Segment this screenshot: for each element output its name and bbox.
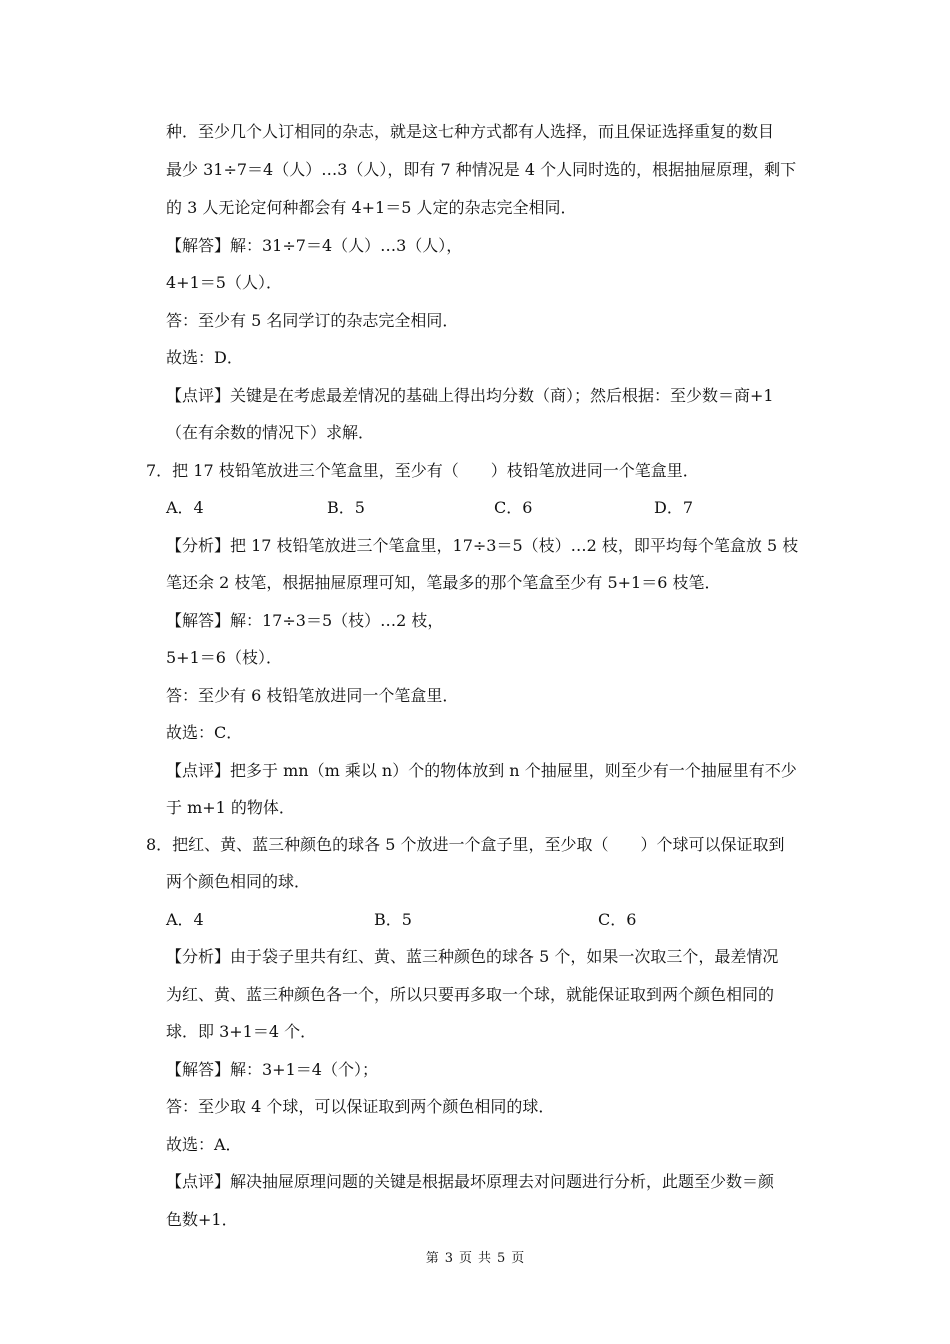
footer-label-1: 第 — [425, 1251, 439, 1266]
line-33: 故选：A． — [166, 1135, 242, 1154]
line-9: （在有余数的情况下）求解． — [166, 423, 375, 442]
q8-option-b: B．5 — [374, 910, 412, 929]
line-7: 故选：D． — [166, 348, 243, 367]
footer-total-number: 5 — [497, 1251, 506, 1266]
line-24: 两个颜色相同的球． — [166, 872, 311, 891]
question-8: 8．把红、黄、蓝三种颜色的球各 5 个放进一个盒子里，至少取（ ）个球可以保证取到 — [146, 835, 785, 854]
q7-option-d: D．7 — [654, 498, 694, 517]
line-19: 答：至少有 6 枝铅笔放进同一个笔盒里． — [166, 686, 459, 705]
line-16: 笔还余 2 枝笔，根据抽屉原理可知，笔最多的那个笔盒至少有 5+1＝6 枝笔． — [166, 573, 721, 592]
question-7: 7．把 17 枝铅笔放进三个笔盒里，至少有（ ）枝铅笔放进同一个笔盒里． — [146, 461, 699, 480]
footer-page-number: 3 — [444, 1251, 453, 1266]
line-8: 【点评】关键是在考虑最差情况的基础上得出均分数（商）；然后根据：至少数＝商+1 — [166, 386, 774, 405]
footer-label-2: 页 — [458, 1251, 472, 1266]
line-21: 【点评】把多于 mn（m 乘以 n）个的物体放到 n 个抽屉里，则至少有一个抽屉里有不少 — [166, 761, 797, 780]
q7-option-b: B．5 — [327, 498, 365, 517]
line-2: 最少 31÷7＝4（人）…3（人），即有 7 种情况是 4 个人同时选的，根据抽屉原理，剩下 — [166, 160, 797, 179]
line-34: 【点评】解决抽屉原理问题的关键是根据最坏原理去对问题进行分析，此题至少数＝颜 — [166, 1172, 775, 1191]
line-5: 4+1＝5（人）． — [166, 273, 282, 292]
line-32: 答：至少取 4 个球，可以保证取到两个颜色相同的球． — [166, 1097, 555, 1116]
q8-option-a: A．4 — [166, 910, 204, 929]
line-35: 色数+1． — [166, 1210, 238, 1229]
line-28: 【分析】由于袋子里共有红、黄、蓝三种颜色的球各 5 个，如果一次取三个，最差情况 — [166, 947, 779, 966]
line-29: 为红、黄、蓝三种颜色各一个，所以只要再多取一个球，就能保证取到两个颜色相同的 — [166, 985, 775, 1004]
line-17: 【解答】解：17÷3＝5（枝）…2 枝， — [166, 611, 444, 630]
q8-option-c: C．6 — [598, 910, 637, 929]
q7-option-c: C．6 — [494, 498, 533, 517]
line-18: 5+1＝6（枝）． — [166, 648, 282, 667]
line-15: 【分析】把 17 枝铅笔放进三个笔盒里，17÷3＝5（枝）…2 枝，即平均每个笔盒放 5 枝 — [166, 536, 799, 555]
line-3: 的 3 人无论定何种都会有 4+1＝5 人定的杂志完全相同． — [166, 198, 577, 217]
line-22: 于 m+1 的物体． — [166, 798, 295, 817]
line-31: 【解答】解：3+1＝4（个）； — [166, 1060, 378, 1079]
line-4: 【解答】解：31÷7＝4（人）…3（人）， — [166, 236, 463, 255]
line-30: 球．即 3+1＝4 个． — [166, 1022, 317, 1041]
line-6: 答：至少有 5 名同学订的杂志完全相同． — [166, 311, 459, 330]
q7-option-a: A．4 — [166, 498, 204, 517]
footer-label-3: 页 — [511, 1251, 525, 1266]
line-1: 种．至少几个人订相同的杂志，就是这七种方式都有人选择，而且保证选择重复的数目 — [166, 122, 775, 141]
page-footer — [0, 1250, 950, 1268]
line-20: 故选：C． — [166, 723, 243, 742]
footer-total-label: 共 — [478, 1251, 492, 1266]
